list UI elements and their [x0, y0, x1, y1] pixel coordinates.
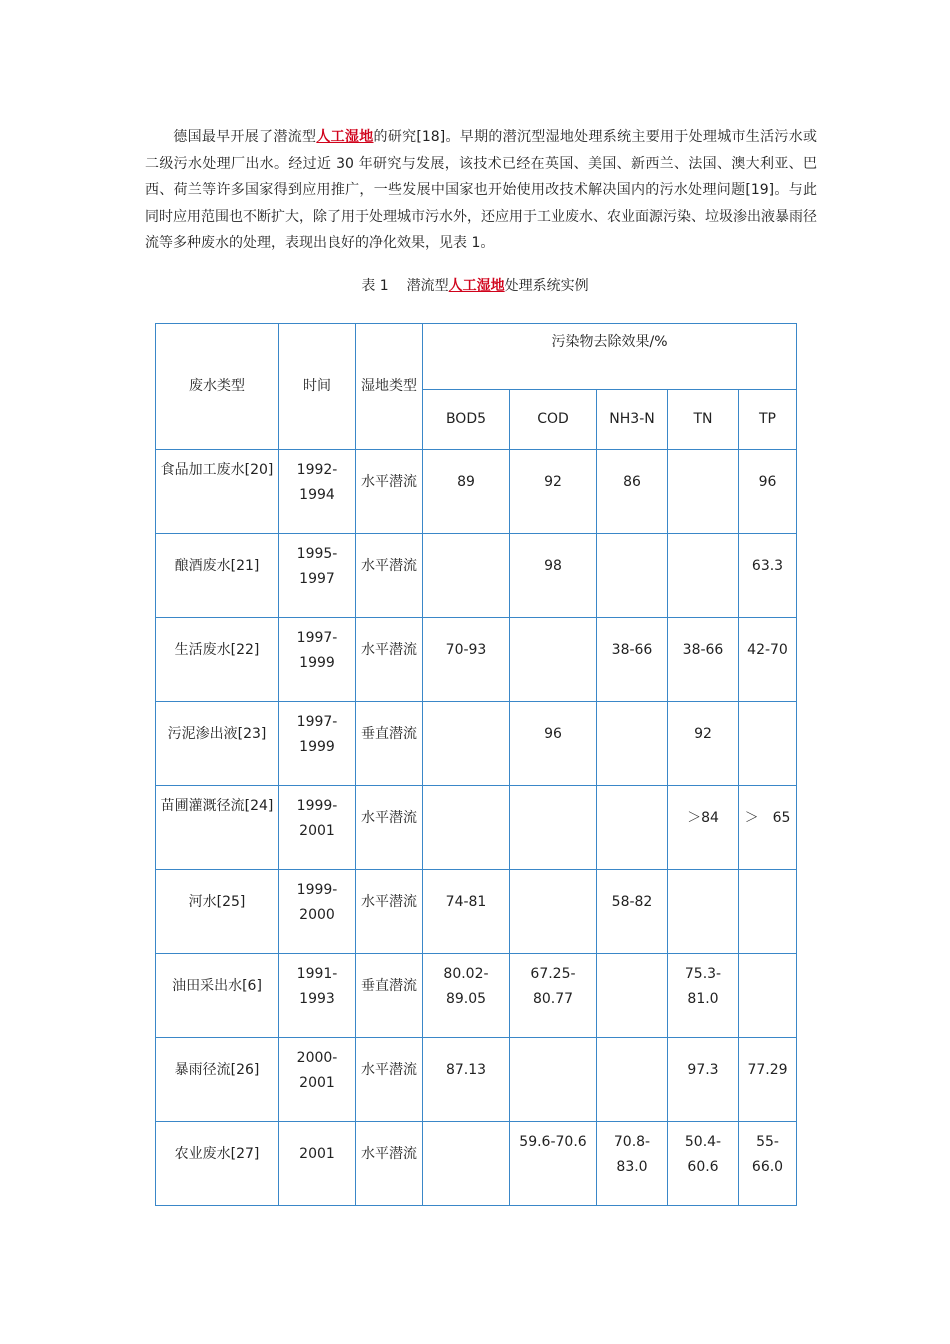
cell-tn: [668, 870, 739, 954]
cell-cod: [510, 870, 597, 954]
cell-tp: 42-70: [739, 618, 797, 702]
cell-bod5: [423, 702, 510, 786]
cell-tn: ＞84: [668, 786, 739, 870]
cell-nh3n: [597, 1038, 668, 1122]
header-wastewater-type: 废水类型: [156, 324, 279, 450]
cell-nh3n: [597, 786, 668, 870]
table-row: [156, 786, 797, 870]
cell-tn: [668, 450, 739, 534]
cell-type: 暴雨径流[26]: [156, 1038, 279, 1122]
table-row: [156, 1122, 797, 1206]
header-cod: COD: [510, 390, 597, 450]
header-tn: TN: [668, 390, 739, 450]
cell-cod: 67.25-80.77: [510, 954, 597, 1038]
cell-tp: [739, 870, 797, 954]
cell-bod5: 74-81: [423, 870, 510, 954]
cell-wetland: 垂直潜流: [356, 954, 423, 1038]
header-tp: TP: [739, 390, 797, 450]
table-row: [156, 1038, 797, 1122]
cell-tn: 38-66: [668, 618, 739, 702]
cell-time: 1995-1997: [279, 534, 356, 618]
header-removal-group: 污染物去除效果/%: [423, 324, 797, 390]
cell-cod: [510, 618, 597, 702]
cell-tp: [739, 954, 797, 1038]
cell-nh3n: [597, 534, 668, 618]
cell-time: 1997-1999: [279, 702, 356, 786]
cell-wetland: 水平潜流: [356, 618, 423, 702]
cell-cod: 98: [510, 534, 597, 618]
cell-time: 1999-2001: [279, 786, 356, 870]
cell-tp: [739, 702, 797, 786]
cell-tp: 63.3: [739, 534, 797, 618]
cell-type: 油田采出水[6]: [156, 954, 279, 1038]
cell-bod5: 89: [423, 450, 510, 534]
table-row: [156, 954, 797, 1038]
cell-time: 1991-1993: [279, 954, 356, 1038]
caption-keyword-link[interactable]: 人工湿地: [448, 278, 505, 294]
cell-tn: 50.4-60.6: [668, 1122, 739, 1206]
cell-nh3n: 86: [597, 450, 668, 534]
cell-type: 生活废水[22]: [156, 618, 279, 702]
cell-wetland: 水平潜流: [356, 534, 423, 618]
keyword-link[interactable]: 人工湿地: [316, 129, 374, 145]
cell-tn: 75.3-81.0: [668, 954, 739, 1038]
cell-type: 农业废水[27]: [156, 1122, 279, 1206]
cell-wetland: 水平潜流: [356, 1122, 423, 1206]
paragraph-text-start: 德国最早开展了潜流型: [173, 129, 317, 145]
cell-tp: 77.29: [739, 1038, 797, 1122]
cell-time: 1992-1994: [279, 450, 356, 534]
caption-text-end: 处理系统实例: [504, 278, 589, 294]
cell-tn: 92: [668, 702, 739, 786]
cell-wetland: 垂直潜流: [356, 702, 423, 786]
table-row: [156, 702, 797, 786]
cell-time: 1999-2000: [279, 870, 356, 954]
cell-tp: 96: [739, 450, 797, 534]
cell-tp: ＞ 65: [739, 786, 797, 870]
header-wetland-type: 湿地类型: [356, 324, 423, 450]
table-caption: [0, 275, 950, 295]
cell-cod: 92: [510, 450, 597, 534]
cell-type: 河水[25]: [156, 870, 279, 954]
cell-type: 酿酒废水[21]: [156, 534, 279, 618]
table-row: [156, 618, 797, 702]
cell-cod: [510, 786, 597, 870]
cell-time: 2000-2001: [279, 1038, 356, 1122]
cell-type: 苗圃灌溉径流[24]: [156, 786, 279, 870]
cell-nh3n: 38-66: [597, 618, 668, 702]
cell-nh3n: 58-82: [597, 870, 668, 954]
cell-bod5: 80.02-89.05: [423, 954, 510, 1038]
cell-time: 1997-1999: [279, 618, 356, 702]
paragraph-text-rest: 的研究[18]。早期的潜沉型湿地处理系统主要用于处理城市生活污水或二级污水处理厂出水。经过近 30 年研究与发展，该技术已经在英国、美国、新西兰、法国、澳大利亚、巴西、荷兰等许多国家得到应用推广，一些发展中国家也开始使用改技术解决国内的污水处理问题[19]。与此同时应用范围也不断扩大，除了用于处理城市污水外，还应用于工业废水、农业面源污染、垃圾渗出液暴雨径流等多种废水的处理，表现出良好的净化效果，见表 1。: [145, 129, 818, 251]
cell-cod: 96: [510, 702, 597, 786]
header-nh3n: NH3-N: [597, 390, 668, 450]
caption-number: 表 1: [361, 278, 389, 294]
cell-wetland: 水平潜流: [356, 1038, 423, 1122]
cell-tn: 97.3: [668, 1038, 739, 1122]
cell-nh3n: [597, 702, 668, 786]
caption-text-start: 潜流型: [406, 278, 449, 294]
header-bod5: BOD5: [423, 390, 510, 450]
cell-cod: 59.6-70.6: [510, 1122, 597, 1206]
cell-bod5: [423, 1122, 510, 1206]
cell-type: 污泥渗出液[23]: [156, 702, 279, 786]
table-row: [156, 870, 797, 954]
cell-nh3n: [597, 954, 668, 1038]
cell-nh3n: 70.8-83.0: [597, 1122, 668, 1206]
table-body: [156, 450, 797, 1206]
cell-wetland: 水平潜流: [356, 786, 423, 870]
cell-type: 食品加工废水[20]: [156, 450, 279, 534]
table-row: [156, 450, 797, 534]
wetland-examples-table: [155, 323, 797, 1206]
body-paragraph: [145, 124, 817, 257]
cell-bod5: [423, 534, 510, 618]
header-time: 时间: [279, 324, 356, 450]
table-row: [156, 534, 797, 618]
cell-bod5: 87.13: [423, 1038, 510, 1122]
cell-bod5: [423, 786, 510, 870]
cell-cod: [510, 1038, 597, 1122]
cell-bod5: 70-93: [423, 618, 510, 702]
cell-tp: 55-66.0: [739, 1122, 797, 1206]
cell-tn: [668, 534, 739, 618]
cell-wetland: 水平潜流: [356, 450, 423, 534]
cell-time: 2001: [279, 1122, 356, 1206]
cell-wetland: 水平潜流: [356, 870, 423, 954]
